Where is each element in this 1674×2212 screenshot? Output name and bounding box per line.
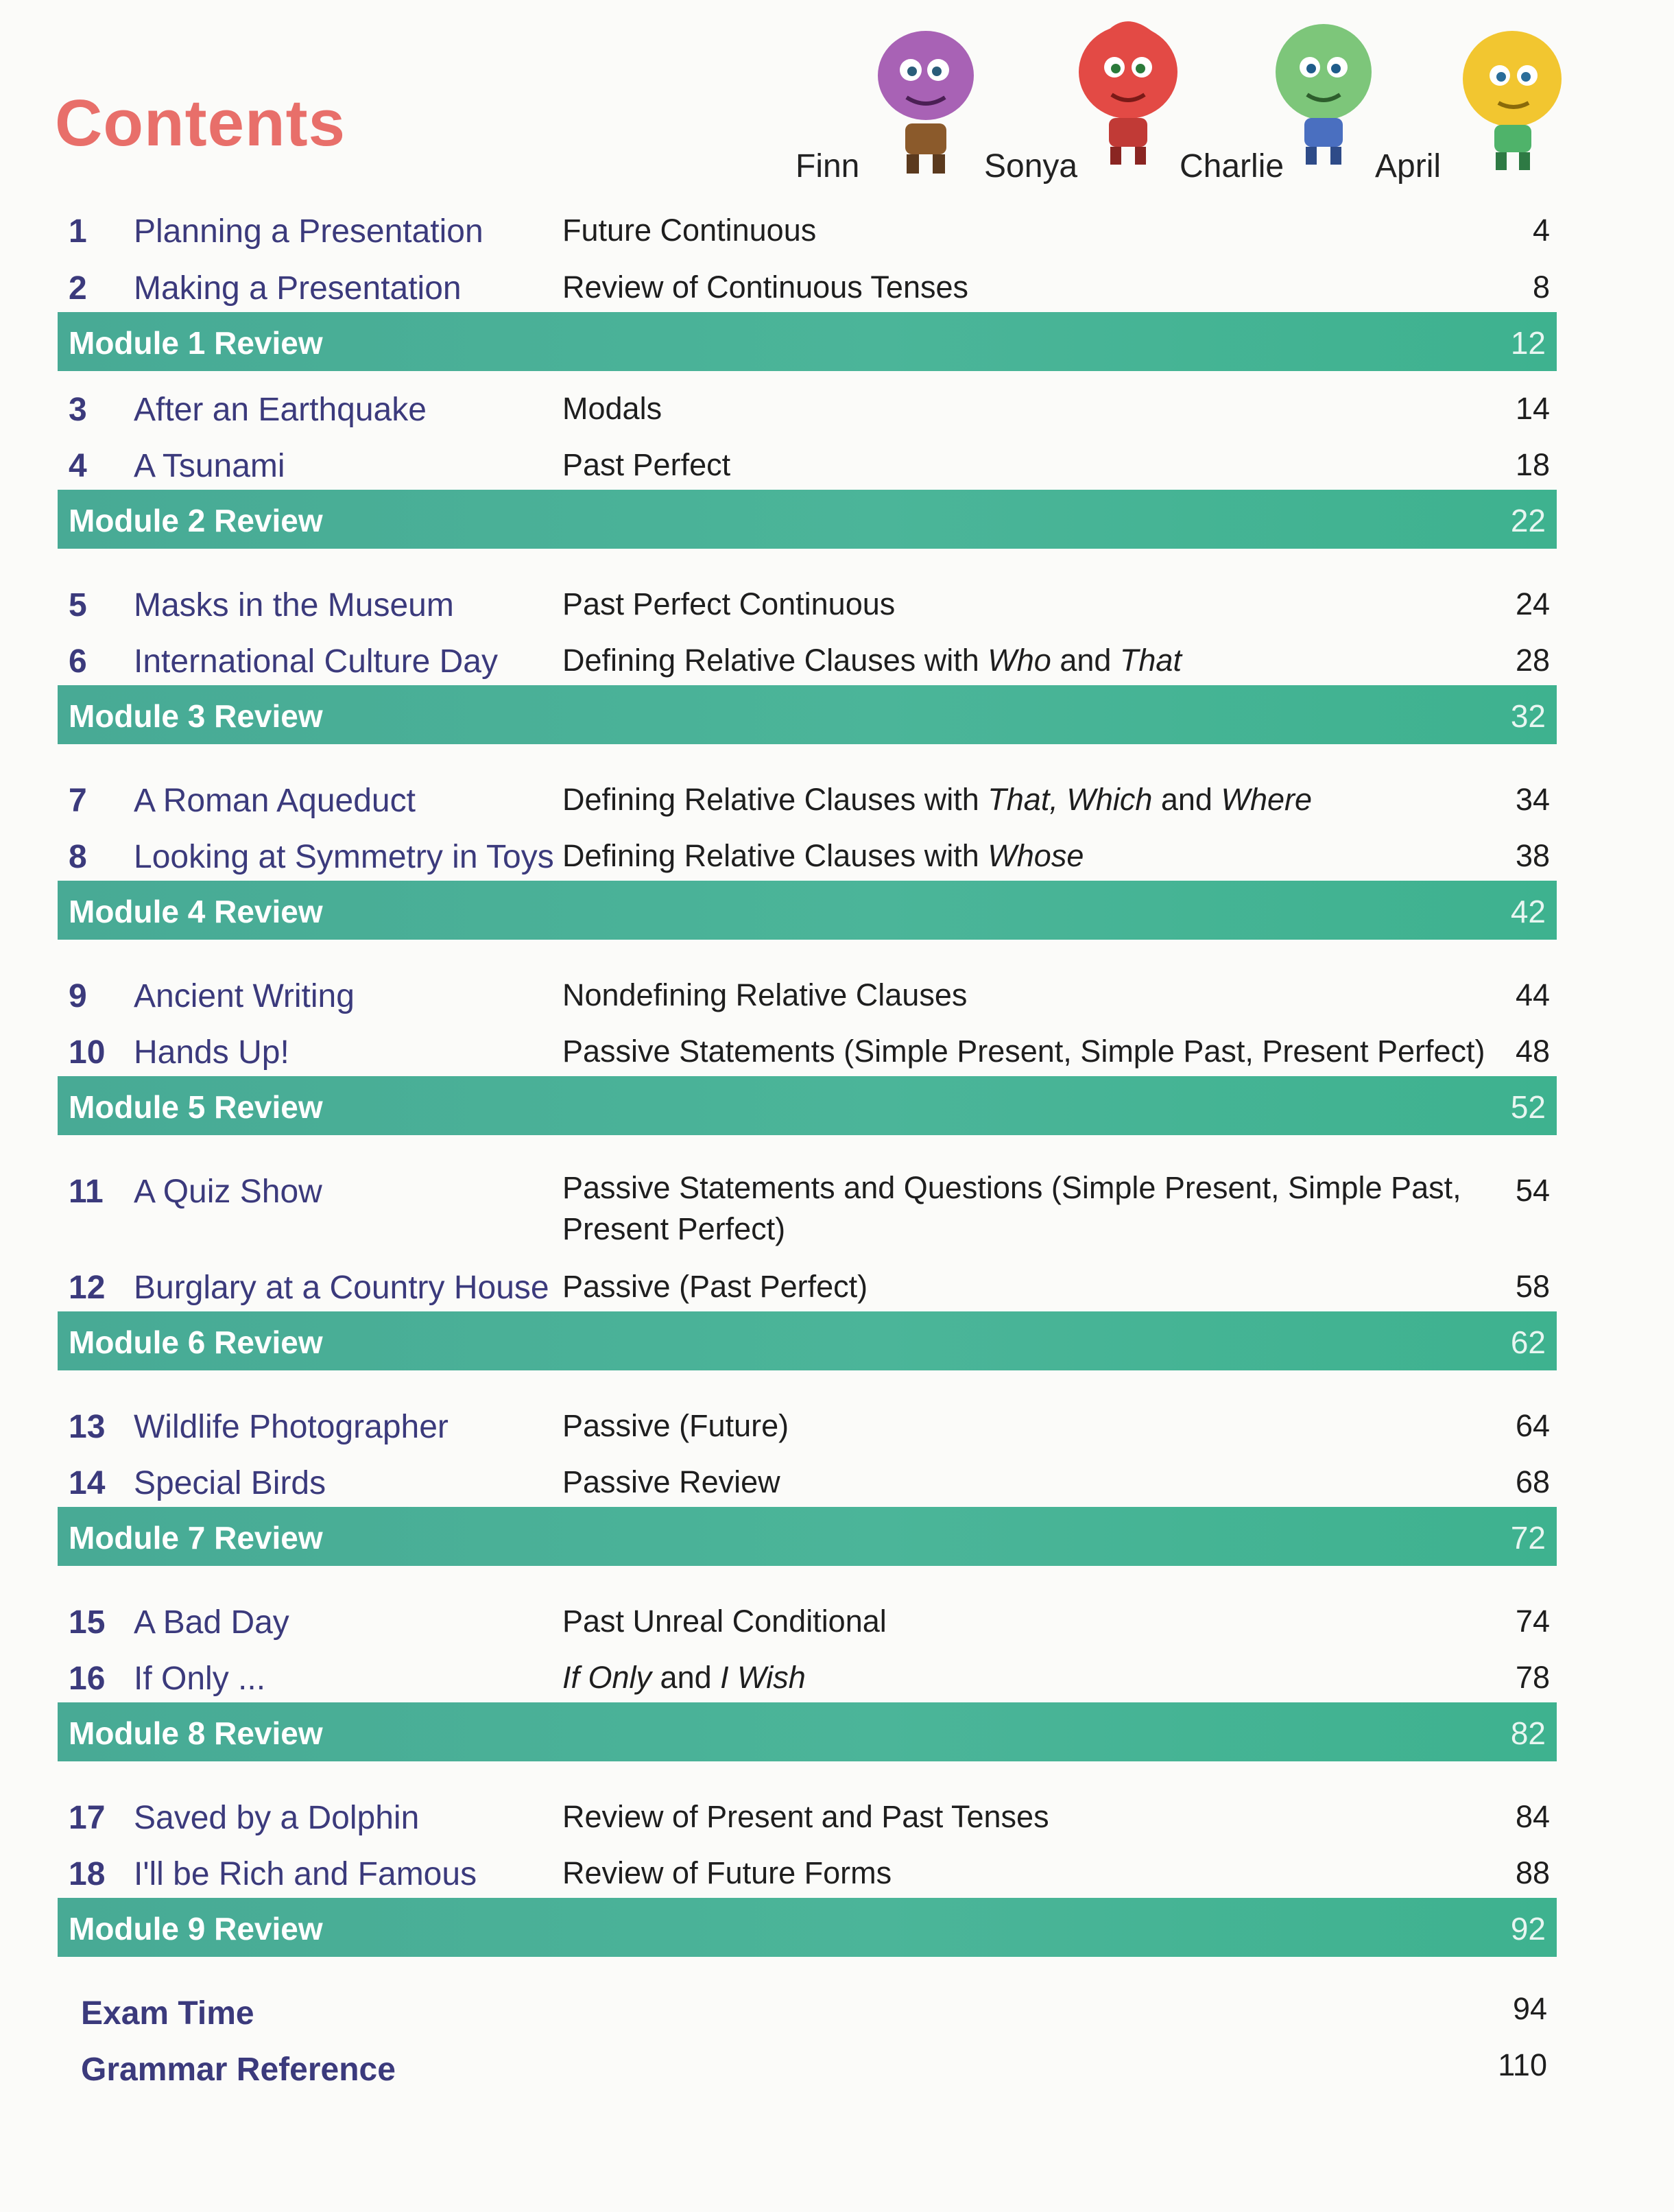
unit-title: Wildlife Photographer xyxy=(134,1409,449,1445)
unit-title: I'll be Rich and Famous xyxy=(134,1856,477,1892)
page-number: 72 xyxy=(1510,1520,1546,1556)
character-name: Finn xyxy=(796,148,860,185)
page-number: 24 xyxy=(1515,586,1550,621)
unit-number: 12 xyxy=(69,1270,106,1306)
grammar-topic: Past Unreal Conditional xyxy=(562,1604,887,1639)
grammar-topic: Future Continuous xyxy=(562,213,817,248)
unit-title: A Tsunami xyxy=(134,448,285,484)
unit-title: Looking at Symmetry in Toys xyxy=(134,839,554,875)
page-number: 42 xyxy=(1510,894,1546,929)
unit-row[interactable] xyxy=(69,977,1550,1032)
unit-row[interactable] xyxy=(69,1408,1550,1463)
unit-number: 17 xyxy=(69,1800,106,1836)
grammar-topic: Passive Review xyxy=(562,1464,780,1499)
unit-number: 16 xyxy=(69,1661,106,1697)
grammar-reference-link[interactable]: Grammar Reference xyxy=(81,2052,396,2088)
unit-title: If Only ... xyxy=(134,1661,266,1697)
grammar-topic: Passive (Past Perfect) xyxy=(562,1269,868,1304)
page-number: 8 xyxy=(1532,270,1550,305)
unit-title: Special Birds xyxy=(134,1465,326,1501)
unit-row[interactable] xyxy=(69,1799,1550,1854)
unit-title: Planning a Presentation xyxy=(134,213,483,250)
grammar-topic: Past Perfect xyxy=(562,447,731,482)
page-number: 32 xyxy=(1510,698,1546,734)
unit-number: 9 xyxy=(69,978,87,1014)
unit-title: Burglary at a Country House xyxy=(134,1270,549,1306)
unit-number: 8 xyxy=(69,839,87,875)
page-number: 38 xyxy=(1515,838,1550,873)
unit-title: Masks in the Museum xyxy=(134,587,454,623)
page-number: 82 xyxy=(1510,1715,1546,1751)
unit-row[interactable] xyxy=(69,586,1550,641)
module-review-band[interactable] xyxy=(58,1898,1557,1957)
grammar-topic: Modals xyxy=(562,391,662,426)
page-number: 92 xyxy=(1510,1911,1546,1947)
module-review-band[interactable] xyxy=(58,1702,1557,1761)
page-number: 110 xyxy=(1498,2047,1547,2082)
unit-title: Making a Presentation xyxy=(134,270,462,307)
unit-number: 13 xyxy=(69,1409,106,1445)
page-number: 62 xyxy=(1510,1324,1546,1360)
unit-number: 14 xyxy=(69,1465,106,1501)
module-review-band[interactable] xyxy=(58,1507,1557,1566)
module-review-label: Module 4 Review xyxy=(69,894,323,929)
page-number: 88 xyxy=(1515,1855,1550,1890)
unit-row[interactable] xyxy=(69,213,1550,267)
unit-number: 6 xyxy=(69,643,87,680)
page-number: 68 xyxy=(1515,1464,1550,1499)
module-review-label: Module 8 Review xyxy=(69,1715,323,1751)
page-number: 22 xyxy=(1510,503,1546,538)
page-number: 54 xyxy=(1515,1173,1550,1208)
unit-number: 11 xyxy=(69,1174,104,1210)
unit-title: Saved by a Dolphin xyxy=(134,1800,420,1836)
module-review-label: Module 6 Review xyxy=(69,1324,323,1360)
unit-row[interactable] xyxy=(69,391,1550,446)
page-number: 52 xyxy=(1510,1089,1546,1125)
page-number: 12 xyxy=(1510,325,1546,361)
module-review-label: Module 2 Review xyxy=(69,503,323,538)
grammar-topic: Passive (Future) xyxy=(562,1408,789,1443)
module-review-band[interactable] xyxy=(58,881,1557,940)
page-title: Contents xyxy=(55,86,346,160)
grammar-topic: Defining Relative Clauses with Whose xyxy=(562,838,1084,873)
grammar-topic: Defining Relative Clauses with That, Which and Where xyxy=(562,782,1313,817)
page-number: 18 xyxy=(1515,447,1550,482)
unit-title: Hands Up! xyxy=(134,1034,289,1071)
unit-row[interactable] xyxy=(69,1604,1550,1658)
module-review-band[interactable] xyxy=(58,1076,1557,1135)
page-number: 34 xyxy=(1515,782,1550,817)
page-number: 64 xyxy=(1515,1408,1550,1443)
module-review-label: Module 7 Review xyxy=(69,1520,323,1556)
module-review-band[interactable] xyxy=(58,312,1557,371)
grammar-topic: Review of Continuous Tenses xyxy=(562,270,969,305)
grammar-topic: Defining Relative Clauses with Who and That xyxy=(562,643,1182,678)
unit-row[interactable] xyxy=(69,1170,1550,1246)
grammar-topic: Passive Statements and Questions (Simple Present, Simple Past, Present Perfect) xyxy=(562,1170,1461,1246)
page-number: 48 xyxy=(1515,1034,1550,1069)
page-number: 94 xyxy=(1512,1991,1547,2026)
unit-number: 15 xyxy=(69,1604,106,1641)
unit-row[interactable] xyxy=(69,782,1550,837)
unit-title: A Bad Day xyxy=(134,1604,289,1641)
page-number: 74 xyxy=(1515,1604,1550,1639)
module-review-label: Module 3 Review xyxy=(69,698,323,734)
unit-number: 3 xyxy=(69,392,87,428)
unit-number: 1 xyxy=(69,213,87,250)
character-name: April xyxy=(1375,148,1442,185)
character-name: Charlie xyxy=(1180,148,1284,185)
exam-time-link[interactable]: Exam Time xyxy=(81,1995,254,2032)
page-number: 4 xyxy=(1532,213,1550,248)
page-number: 14 xyxy=(1515,391,1550,426)
unit-title: International Culture Day xyxy=(134,643,498,680)
unit-title: After an Earthquake xyxy=(134,392,427,428)
grammar-topic: Passive Statements (Simple Present, Simple Past, Present Perfect) xyxy=(562,1034,1485,1069)
page-number: 58 xyxy=(1515,1269,1550,1304)
unit-title: Ancient Writing xyxy=(134,978,355,1014)
module-review-band[interactable] xyxy=(58,490,1557,549)
page-number: 28 xyxy=(1515,643,1550,678)
unit-title: A Roman Aqueduct xyxy=(134,783,416,819)
module-review-label: Module 5 Review xyxy=(69,1089,323,1125)
unit-number: 2 xyxy=(69,270,87,307)
grammar-topic: Review of Present and Past Tenses xyxy=(562,1799,1049,1834)
grammar-topic: If Only and I Wish xyxy=(562,1660,806,1695)
grammar-topic: Past Perfect Continuous xyxy=(562,586,896,621)
unit-number: 4 xyxy=(69,448,87,484)
character-name: Sonya xyxy=(984,148,1078,185)
unit-number: 5 xyxy=(69,587,87,623)
unit-number: 18 xyxy=(69,1856,106,1892)
unit-number: 10 xyxy=(69,1034,106,1071)
module-review-band[interactable] xyxy=(58,1311,1557,1370)
page-number: 78 xyxy=(1515,1660,1550,1695)
module-review-label: Module 1 Review xyxy=(69,325,323,361)
page-number: 84 xyxy=(1515,1799,1550,1834)
grammar-topic: Nondefining Relative Clauses xyxy=(562,977,968,1012)
unit-number: 7 xyxy=(69,783,87,819)
module-review-label: Module 9 Review xyxy=(69,1911,323,1947)
grammar-topic: Review of Future Forms xyxy=(562,1855,892,1890)
unit-title: A Quiz Show xyxy=(134,1174,322,1210)
page-number: 44 xyxy=(1515,977,1550,1012)
module-review-band[interactable] xyxy=(58,685,1557,744)
